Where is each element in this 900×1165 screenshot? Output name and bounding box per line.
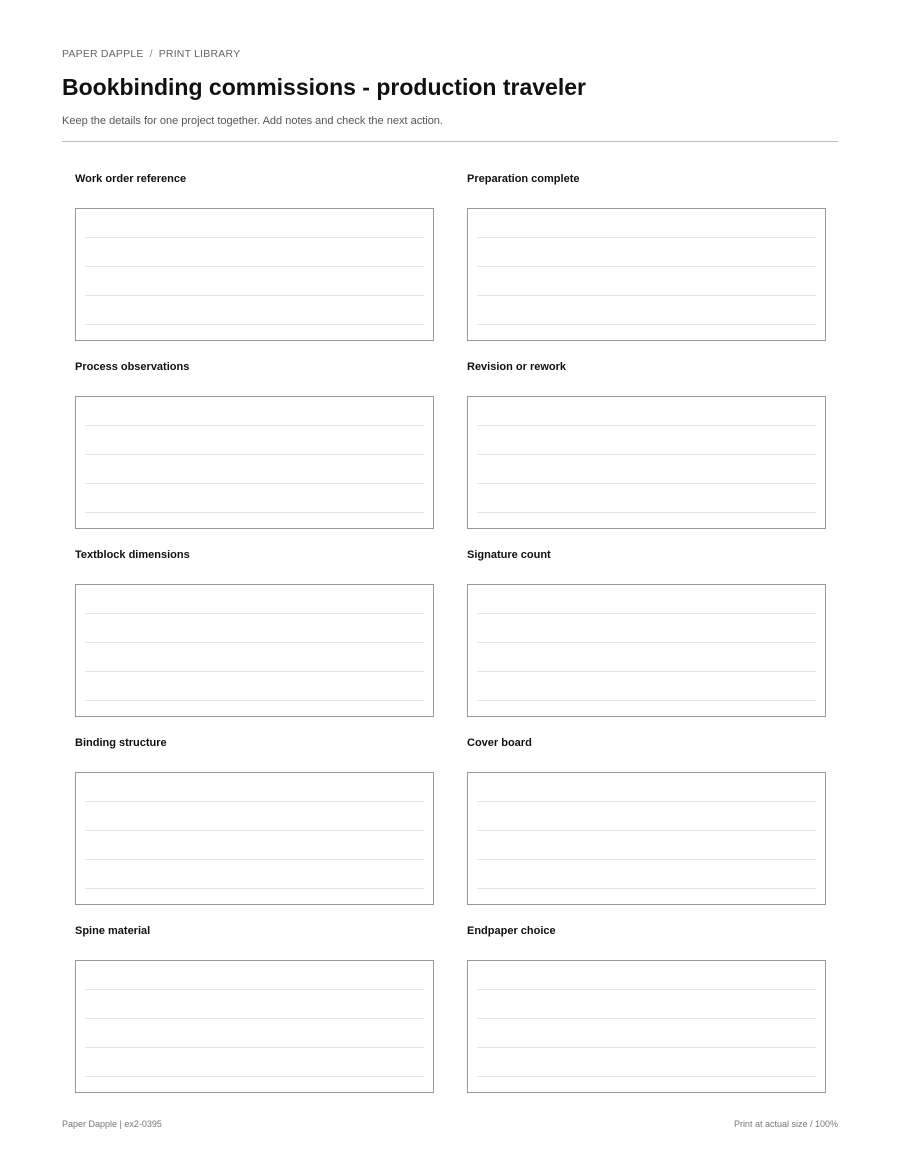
field-label: Cover board	[467, 737, 532, 749]
writing-line	[477, 425, 816, 426]
writing-line	[85, 859, 424, 860]
field-process-observations	[75, 360, 434, 529]
writing-line	[477, 859, 816, 860]
field-endpaper-choice	[467, 924, 826, 1093]
field-preparation-complete	[467, 172, 826, 341]
breadcrumb-item-paper-dapple[interactable]: PAPER DAPPLE	[62, 48, 144, 60]
writing-line	[477, 512, 816, 513]
field-label: Spine material	[75, 925, 151, 937]
revision-or-rework-box[interactable]	[467, 396, 826, 529]
breadcrumb	[62, 48, 240, 60]
field-binding-structure	[75, 736, 434, 905]
writing-line	[477, 642, 816, 643]
writing-line	[477, 1047, 816, 1048]
writing-line	[85, 830, 424, 831]
writing-line	[85, 989, 424, 990]
writing-line	[85, 613, 424, 614]
field-label: Signature count	[467, 549, 551, 561]
writing-line	[85, 324, 424, 325]
writing-line	[477, 295, 816, 296]
preparation-complete-box[interactable]	[467, 208, 826, 341]
signature-count-box[interactable]	[467, 584, 826, 717]
writing-line	[85, 237, 424, 238]
field-label: Revision or rework	[467, 361, 567, 373]
writing-line	[85, 295, 424, 296]
work-order-reference-box[interactable]	[75, 208, 434, 341]
writing-line	[85, 266, 424, 267]
writing-line	[477, 801, 816, 802]
writing-line	[477, 700, 816, 701]
field-label: Process observations	[75, 361, 190, 373]
writing-line	[85, 1076, 424, 1077]
writing-line	[477, 483, 816, 484]
field-signature-count	[467, 548, 826, 717]
page-subtitle: Keep the details for one project together. Add notes and check the next action.	[62, 115, 443, 127]
spine-material-box[interactable]	[75, 960, 434, 1093]
field-work-order-reference	[75, 172, 434, 341]
field-label: Binding structure	[75, 737, 167, 749]
writing-line	[85, 801, 424, 802]
field-label: Textblock dimensions	[75, 549, 190, 561]
writing-line	[85, 642, 424, 643]
writing-line	[477, 1018, 816, 1019]
writing-line	[477, 671, 816, 672]
writing-line	[85, 700, 424, 701]
footer-print-note: Print at actual size / 100%	[733, 1119, 838, 1129]
writing-line	[477, 454, 816, 455]
form-grid	[75, 172, 826, 1093]
writing-line	[85, 425, 424, 426]
writing-line	[477, 266, 816, 267]
endpaper-choice-box[interactable]	[467, 960, 826, 1093]
field-revision-or-rework	[467, 360, 826, 529]
breadcrumb-item-print-library[interactable]: PRINT LIBRARY	[158, 48, 241, 60]
binding-structure-box[interactable]	[75, 772, 434, 905]
writing-line	[477, 830, 816, 831]
header-divider	[62, 141, 838, 142]
field-label: Work order reference	[75, 173, 187, 185]
writing-line	[85, 512, 424, 513]
field-cover-board	[467, 736, 826, 905]
writing-line	[85, 483, 424, 484]
cover-board-box[interactable]	[467, 772, 826, 905]
field-label: Endpaper choice	[467, 925, 556, 937]
writing-line	[85, 454, 424, 455]
writing-line	[477, 237, 816, 238]
field-label: Preparation complete	[467, 173, 580, 185]
writing-line	[477, 324, 816, 325]
writing-line	[477, 888, 816, 889]
writing-line	[85, 1047, 424, 1048]
writing-line	[85, 1018, 424, 1019]
process-observations-box[interactable]	[75, 396, 434, 529]
writing-line	[85, 671, 424, 672]
footer-document-id: Paper Dapple | ex2-0395	[62, 1119, 162, 1129]
writing-line	[477, 989, 816, 990]
writing-line	[477, 613, 816, 614]
breadcrumb-separator: /	[149, 48, 153, 60]
field-textblock-dimensions	[75, 548, 434, 717]
writing-line	[85, 888, 424, 889]
writing-line	[477, 1076, 816, 1077]
field-spine-material	[75, 924, 434, 1093]
textblock-dimensions-box[interactable]	[75, 584, 434, 717]
page-title: Bookbinding commissions - production traveler	[62, 74, 586, 100]
